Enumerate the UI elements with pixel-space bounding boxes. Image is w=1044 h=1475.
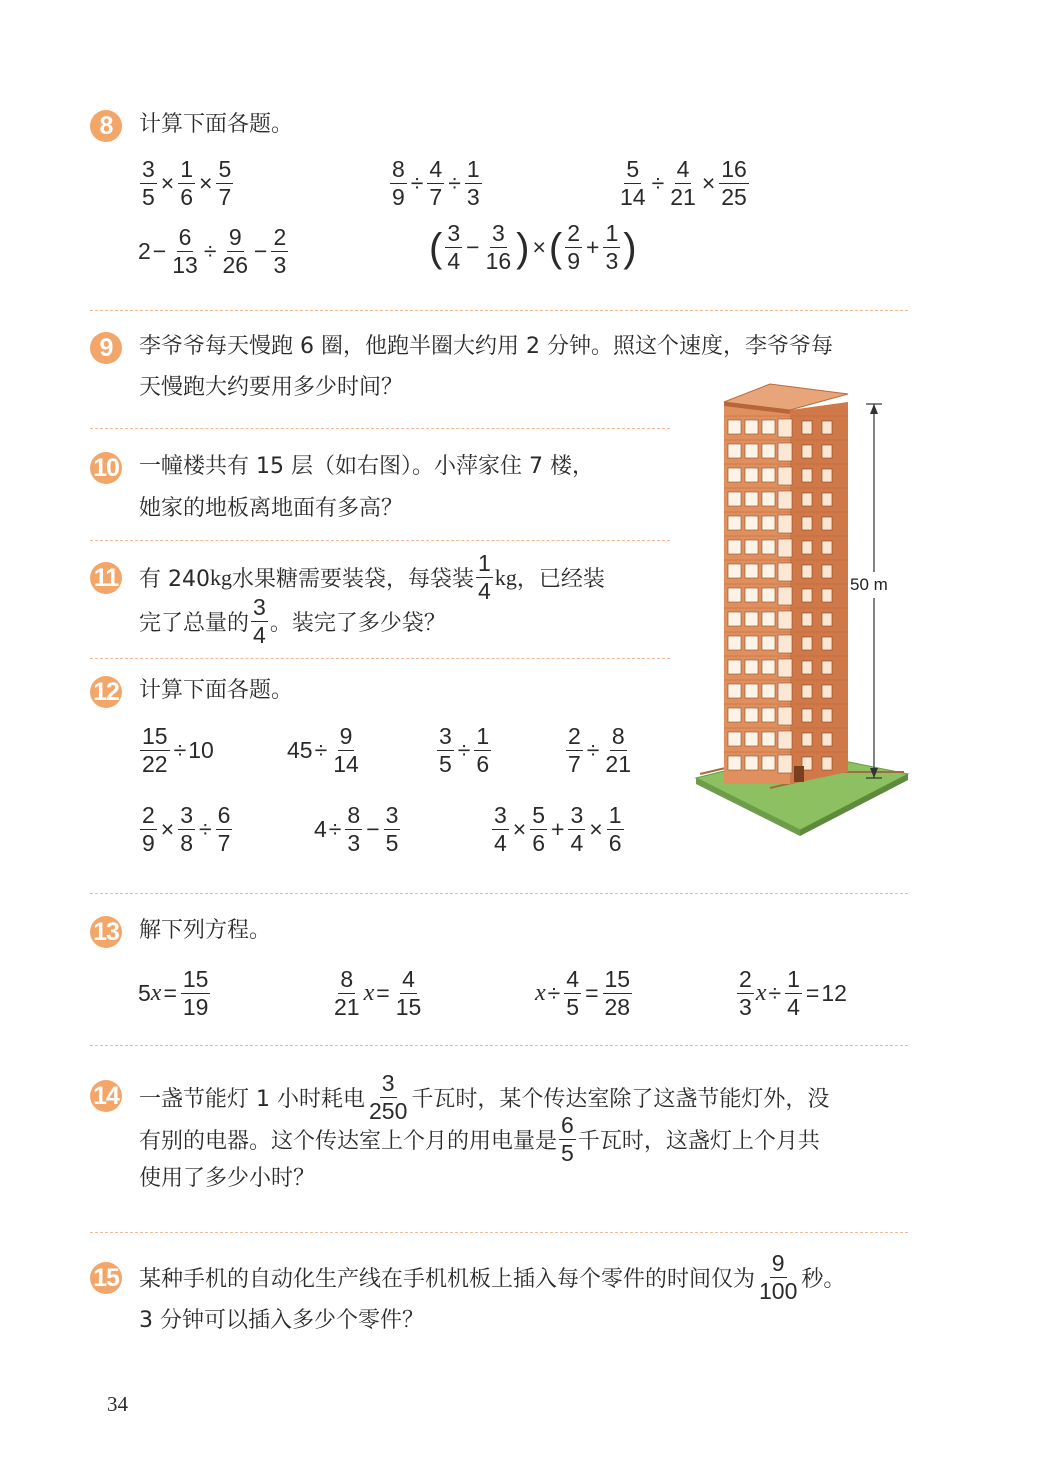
building-window (745, 612, 758, 626)
problem-number-12: 12 (90, 676, 122, 708)
building-window (762, 612, 775, 626)
building-side-window (802, 493, 812, 506)
problem-number-8: 8 (90, 110, 122, 142)
building-side-window (802, 469, 812, 482)
building-window (745, 756, 758, 770)
building-window (745, 540, 758, 554)
building-side-window (802, 421, 812, 434)
building-side-window (822, 733, 832, 746)
p12-expr-1: $\frac{15}{22}$ ÷ 10 (142, 723, 214, 777)
problem-13-text: 解下列方程。 (139, 918, 272, 943)
separator (90, 658, 670, 659)
problem-10-line-2: 她家的地板离地面有多高？ (139, 496, 404, 521)
problem-number-9: 9 (90, 332, 122, 364)
building-height-label: 50 m (850, 575, 888, 594)
building-window (762, 636, 775, 650)
building-window (728, 660, 741, 674)
separator (90, 540, 670, 541)
building-window (762, 708, 775, 722)
building-balcony (778, 491, 792, 509)
p8-expr-5: ( 3 4 − $\frac{3}{16}$ ) × ( 2 9 + $\frac{1}{3}$ ) (429, 220, 637, 274)
building-window (762, 420, 775, 434)
problem-11-line-1: 有 240 kg 水果糖需要装袋，每袋装 1 4 kg ，已经装 (139, 550, 605, 604)
building-side-window (822, 685, 832, 698)
problem-number-10: 10 (90, 452, 122, 484)
p12-expr-4: $\frac{2}{7}$ ÷ $\frac{8}{21}$ (568, 723, 632, 777)
building-side-window (802, 613, 812, 626)
problem-12-text: 计算下面各题。 (139, 678, 294, 703)
building-side-window (802, 637, 812, 650)
building-window (745, 516, 758, 530)
building-window (745, 492, 758, 506)
building-illustration (690, 380, 912, 842)
building-balcony (778, 539, 792, 557)
problem-14-line-2: 有别的电器。这个传达室上个月的用电量是 6 5 千瓦时，这盏灯上个月共 (139, 1112, 820, 1166)
building-side-window (822, 565, 832, 578)
building-balcony (778, 683, 792, 701)
building-window (745, 684, 758, 698)
building-side-window (802, 541, 812, 554)
p12-expr-3: $\frac{3}{5}$ ÷ $\frac{1}{6}$ (439, 723, 490, 777)
building-window (728, 468, 741, 482)
building-balcony (778, 587, 792, 605)
problem-10-line-1: 一幢楼共有 15 层（如右图）。小萍家住 7 楼， (139, 454, 594, 479)
p8-expr-3: $\frac{5}{14}$ ÷ $\frac{4}{21}$ × $\frac{16}{25}$ (620, 156, 747, 210)
building-balcony (778, 635, 792, 653)
building-window (728, 516, 741, 530)
building-window (745, 660, 758, 674)
problem-number-15: 15 (90, 1262, 122, 1294)
separator (90, 1232, 908, 1233)
building-balcony (778, 443, 792, 461)
building-window (728, 492, 741, 506)
building-balcony (778, 659, 792, 677)
building-window (762, 756, 775, 770)
building-window (762, 444, 775, 458)
building-balcony (778, 755, 792, 773)
building-side-window (822, 517, 832, 530)
building-balcony (778, 563, 792, 581)
building-side-window (822, 421, 832, 434)
building-side-window (822, 757, 832, 770)
building-window (745, 468, 758, 482)
building-window (728, 444, 741, 458)
building-side-window (822, 709, 832, 722)
building-balcony (778, 731, 792, 749)
p13-equation-1: 5 x = $\frac{15}{19}$ (138, 966, 209, 1020)
p8-expr-1: $\frac{3}{5}$ × $\frac{1}{6}$ × $\frac{5}{7}$ (142, 156, 232, 210)
problem-9-line-2: 天慢跑大约要用多少时间？ (139, 375, 404, 400)
building-window (745, 588, 758, 602)
building-side-window (802, 589, 812, 602)
p8-expr-4: 2 − $\frac{6}{13}$ ÷ $\frac{9}{26}$ − $\frac{2}{3}$ (138, 224, 287, 278)
building-window (762, 732, 775, 746)
building-side-window (822, 469, 832, 482)
building-window (762, 468, 775, 482)
building-window (762, 588, 775, 602)
building-side-window (802, 661, 812, 674)
building-window (745, 564, 758, 578)
building-window (728, 588, 741, 602)
building-side-window (802, 565, 812, 578)
p12-expr-5: $\frac{2}{9}$ × $\frac{3}{8}$ ÷ $\frac{6}{7}$ (142, 802, 231, 856)
problem-number-13: 13 (90, 916, 122, 948)
building-window (728, 636, 741, 650)
building-side-window (802, 517, 812, 530)
p12-expr-7: $\frac{3}{4}$ × $\frac{5}{6}$ + $\frac{3}{4}$ × $\frac{1}{6}$ (494, 802, 622, 856)
problem-15-line-2: 3 分钟可以插入多少个零件？ (139, 1308, 424, 1333)
building-window (728, 684, 741, 698)
building-window (745, 444, 758, 458)
building-side-window (802, 709, 812, 722)
problem-15-line-1: 某种手机的自动化生产线在手机机板上插入每个零件的时间仅为 9 100 秒。 (139, 1250, 846, 1304)
problem-9-line-1: 李爷爷每天慢跑 6 圈，他跑半圈大约用 2 分钟。照这个速度，李爷爷每 (139, 334, 833, 359)
building-window (762, 660, 775, 674)
p12-expr-6: 4 ÷ $\frac{8}{3}$ − $\frac{3}{5}$ (314, 802, 399, 856)
building-window (762, 564, 775, 578)
building-window (728, 420, 741, 434)
problem-number-14: 14 (90, 1080, 122, 1112)
problem-11-line-2: 完了总量的 3 4 。装完了多少袋？ (139, 594, 446, 648)
building-side-window (822, 589, 832, 602)
building-window (762, 684, 775, 698)
page-number: 34 (107, 1392, 128, 1416)
problem-14-line-1: 一盏节能灯 1 小时耗电 3 250 千瓦时，某个传达室除了这盏节能灯外，没 (139, 1070, 830, 1124)
building-side-window (822, 493, 832, 506)
building-side-window (822, 613, 832, 626)
building-window (762, 516, 775, 530)
separator (90, 893, 908, 894)
building-balcony (778, 611, 792, 629)
building-side-window (822, 541, 832, 554)
problem-14-line-3: 使用了多少小时？ (139, 1166, 316, 1191)
p13-equation-3: x ÷ $\frac{4}{5}$ = $\frac{15}{28}$ (535, 966, 631, 1020)
p13-equation-2: 8 21 x = $\frac{4}{15}$ (334, 966, 422, 1020)
p12-expr-2: 45 ÷ $\frac{9}{14}$ (287, 723, 359, 777)
separator (90, 310, 908, 311)
building-side-window (802, 733, 812, 746)
building-balcony (778, 467, 792, 485)
building-side-window (822, 445, 832, 458)
building-window (728, 708, 741, 722)
building-window (745, 708, 758, 722)
building-balcony (778, 419, 792, 437)
building-window (728, 612, 741, 626)
building-door (794, 766, 804, 782)
building-window (762, 540, 775, 554)
separator (90, 1045, 908, 1046)
building-balcony (778, 707, 792, 725)
building-window (728, 564, 741, 578)
building-window (728, 756, 741, 770)
building-side-window (802, 685, 812, 698)
building-side-window (802, 445, 812, 458)
p8-expr-2: $\frac{8}{9}$ ÷ $\frac{4}{7}$ ÷ $\frac{1}{3}$ (392, 156, 480, 210)
problem-8-text: 计算下面各题。 (139, 112, 294, 137)
building-window (728, 540, 741, 554)
building-window (745, 636, 758, 650)
separator (90, 428, 670, 429)
problem-number-11: 11 (90, 562, 122, 594)
building-window (728, 732, 741, 746)
p13-equation-4: 2 3 x ÷ $\frac{1}{4}$ = 12 (739, 966, 847, 1020)
building-window (745, 732, 758, 746)
building-window (745, 420, 758, 434)
building-side-window (822, 661, 832, 674)
building-balcony (778, 515, 792, 533)
building-side-window (822, 637, 832, 650)
building-window (762, 492, 775, 506)
